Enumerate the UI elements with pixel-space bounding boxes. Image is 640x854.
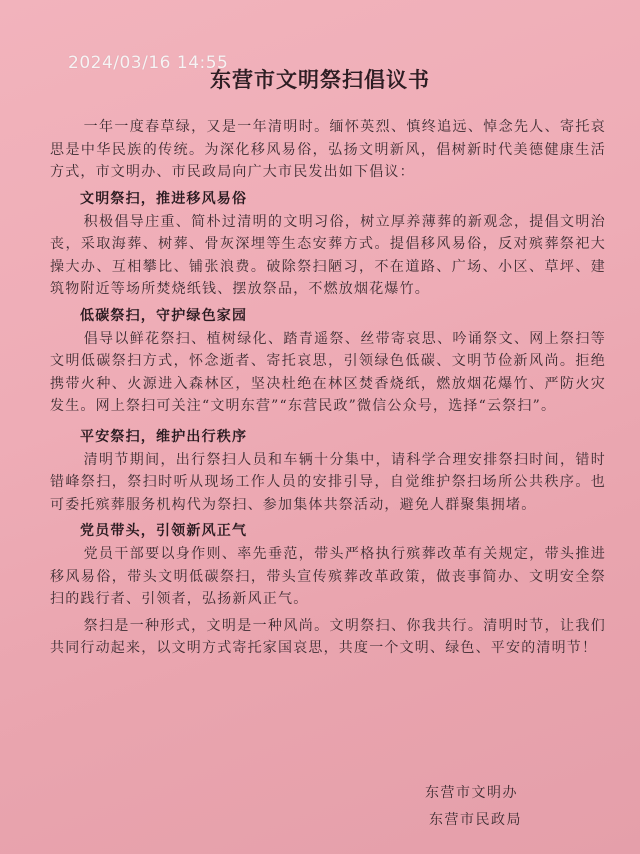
section-heading: 低碳祭扫，守护绿色家园 <box>80 307 248 324</box>
signature-civilization-office: 东营市文明办 <box>425 785 518 801</box>
section-heading: 党员带头，引领新风正气 <box>80 523 248 539</box>
section-paragraph: 党员干部要以身作则、率先垂范，带头严格执行殡葬改革有关规定，带头推进移风易俗，带头文明低碳祭扫，带头宣传殡葬改革政策，做丧事简办、文明安全祭扫的践行者、引领者，弘扬新风正气。 <box>50 546 606 607</box>
section-paragraph: 倡导以鲜花祭扫、植树绿化、踏青遥祭、丝带寄哀思、吟诵祭文、网上祭扫等文明低碳祭扫方式，怀念逝者、寄托哀思，引领绿色低碳、文明节俭新风尚。拒绝携带火种、火源进入森林区，坚决杜绝在林区焚香烧纸，燃放烟花爆竹、严防火灾发生。网上祭扫可关注“文明东营”“东营民政”微信公众号，选择“云祭扫”。 <box>50 330 606 414</box>
signature-civil-affairs-bureau: 东营市民政局 <box>429 812 522 828</box>
section-heading: 平安祭扫，维护出行秩序 <box>80 428 248 445</box>
document-body <box>50 116 606 660</box>
section-paragraph: 清明节期间，出行祭扫人员和车辆十分集中，请科学合理安排祭扫时间，错时错峰祭扫，祭扫时听从现场工作人员的安排引导，自觉维护祭扫场所公共秩序。也可委托殡葬服务机构代为祭扫、参加集体共祭活动，避免人群聚集拥堵。 <box>50 451 606 513</box>
signature-block <box>425 780 522 834</box>
section-paragraph: 积极倡导庄重、简朴过清明的文明习俗，树立厚养薄葬的新观念，提倡文明治丧，采取海葬、树葬、骨灰深埋等生态安葬方式。提倡移风易俗，反对殡葬祭祀大操大办、互相攀比、铺张浪费。破除祭扫陋习，不在道路、广场、小区、草坪、建筑物附近等场所焚烧纸钱、摆放祭品，不燃放烟花爆竹。 <box>50 213 606 297</box>
section-heading: 文明祭扫，推进移风易俗 <box>80 190 248 207</box>
intro-paragraph: 一年一度春草绿，又是一年清明时。缅怀英烈、慎终追远、悼念先人、寄托哀思是中华民族的传统。为深化移风易俗，弘扬文明新风，倡树新时代美德健康生活方式，市文明办、市民政局向广大市民发出如下倡议： <box>50 119 606 180</box>
document-title: 东营市文明祭扫倡议书 <box>210 67 430 92</box>
photo-timestamp: 2024/03/16 14:55 <box>68 53 229 73</box>
closing-paragraph: 祭扫是一种形式，文明是一种风尚。文明祭扫、你我共行。清明时节，让我们共同行动起来，以文明方式寄托家国哀思，共度一个文明、绿色、平安的清明节！ <box>50 617 606 656</box>
